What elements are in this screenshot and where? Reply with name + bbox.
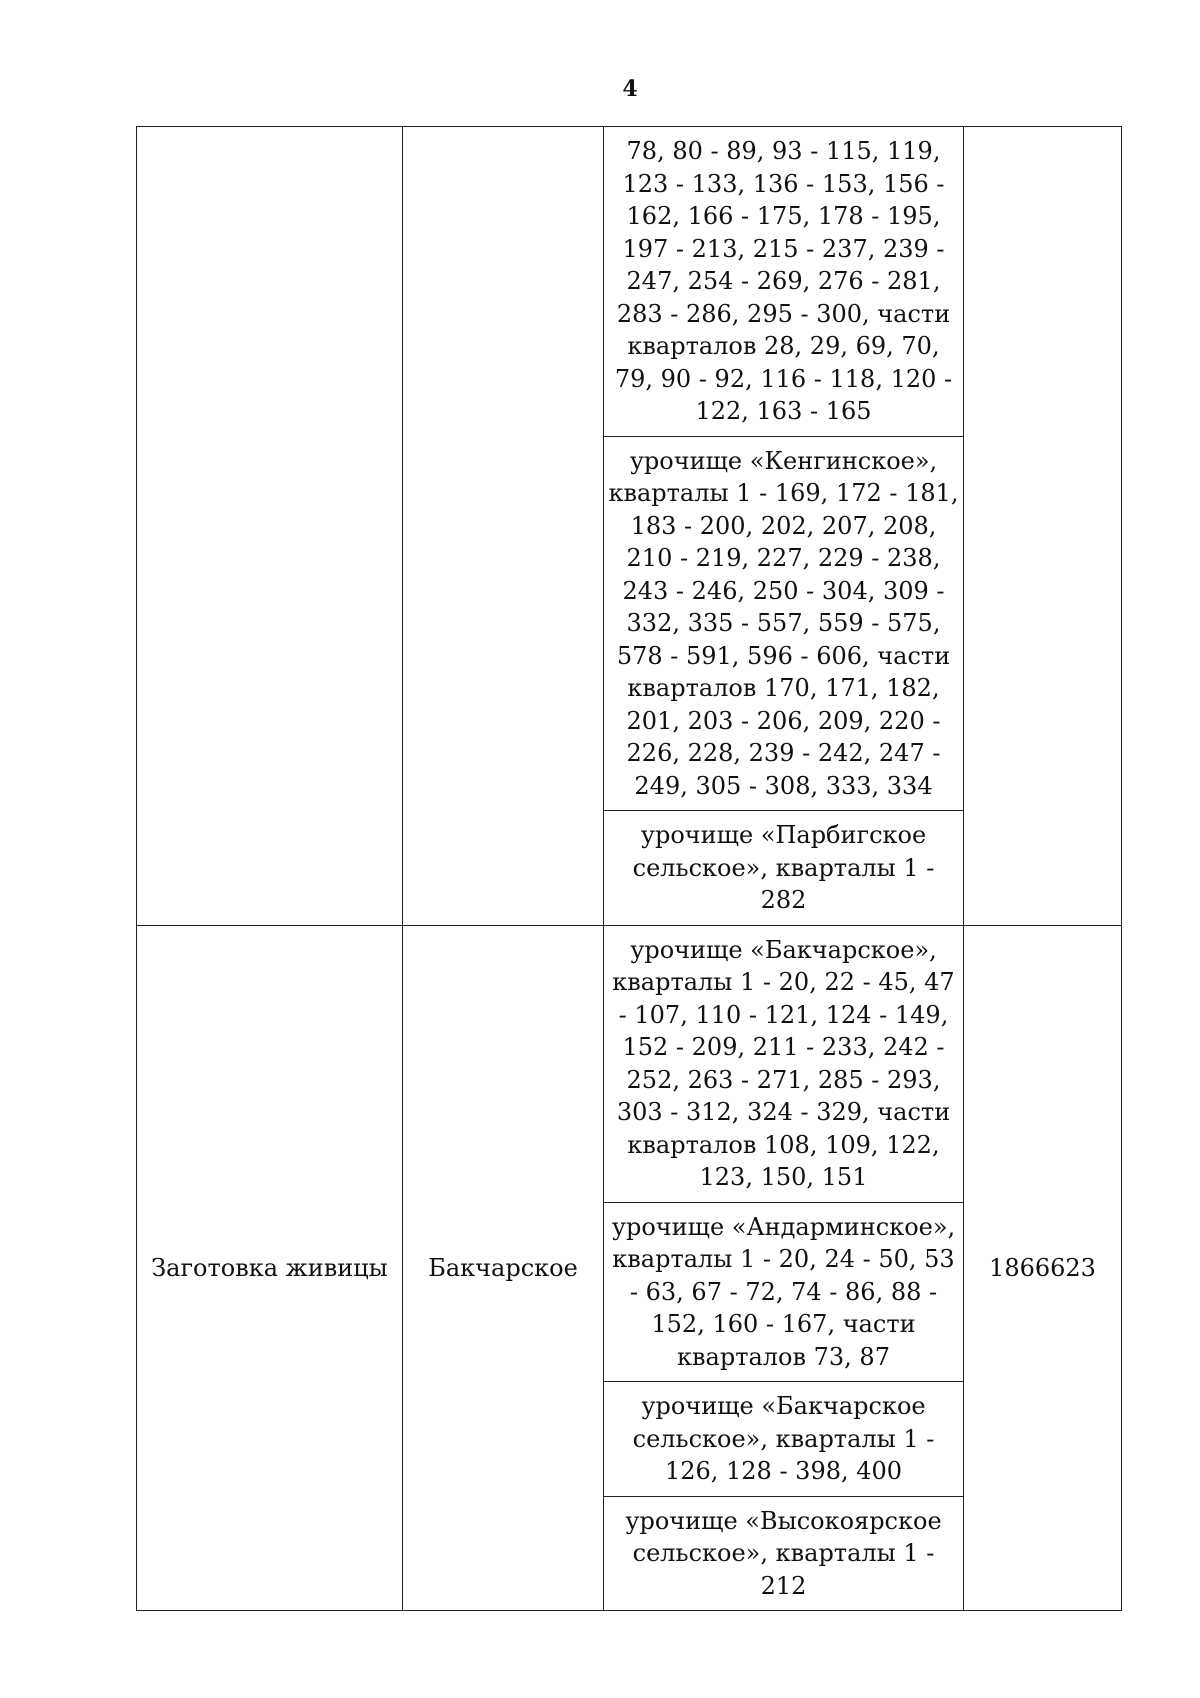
page-number: 4: [622, 76, 638, 102]
forestry-table: [136, 126, 1122, 1611]
table-row: [137, 925, 1122, 1202]
table-row: [137, 127, 1122, 437]
forestry-cell-empty: [403, 127, 604, 926]
location-cell: урочище «Кенгинское», кварталы 1 - 169, 172 - 181, 183 - 200, 202, 207, 208, 210 - 219, 227, 229 - 238, 243 - 246, 250 - 304, 309 - 332, 335 - 557, 559 - 575, 578 - 591, 596 - 606, части кварталов 170, 171, 182, 201, 203 - 206, 209, 220 - 226, 228, 239 - 242, 247 - 249, 305 - 308, 333, 334: [604, 436, 964, 811]
location-cell: урочище «Бакчарское сельское», кварталы 1 - 126, 128 - 398, 400: [604, 1382, 964, 1497]
forestry-cell: Бакчарское: [403, 925, 604, 1611]
location-cell: 78, 80 - 89, 93 - 115, 119, 123 - 133, 136 - 153, 156 - 162, 166 - 175, 178 - 195, 197 - 213, 215 - 237, 239 - 247, 254 - 269, 276 - 281, 283 - 286, 295 - 300, части кварталов 28, 29, 69, 70, 79, 90 - 92, 116 - 118, 120 - 122, 163 - 165: [604, 127, 964, 437]
area-cell: 1866623: [964, 925, 1122, 1611]
activity-cell-empty: [137, 127, 403, 926]
location-cell: урочище «Бакчарское», кварталы 1 - 20, 22 - 45, 47 - 107, 110 - 121, 124 - 149, 152 - 209, 211 - 233, 242 - 252, 263 - 271, 285 - 293, 303 - 312, 324 - 329, части кварталов 108, 109, 122, 123, 150, 151: [604, 925, 964, 1202]
activity-cell: Заготовка живицы: [137, 925, 403, 1611]
location-cell: урочище «Высокоярское сельское», кварталы 1 - 212: [604, 1496, 964, 1611]
location-cell: урочище «Андарминское», кварталы 1 - 20, 24 - 50, 53 - 63, 67 - 72, 74 - 86, 88 - 152, 160 - 167, части кварталов 73, 87: [604, 1202, 964, 1382]
area-cell-empty: [964, 127, 1122, 926]
location-cell: урочище «Парбигское сельское», кварталы 1 - 282: [604, 811, 964, 926]
